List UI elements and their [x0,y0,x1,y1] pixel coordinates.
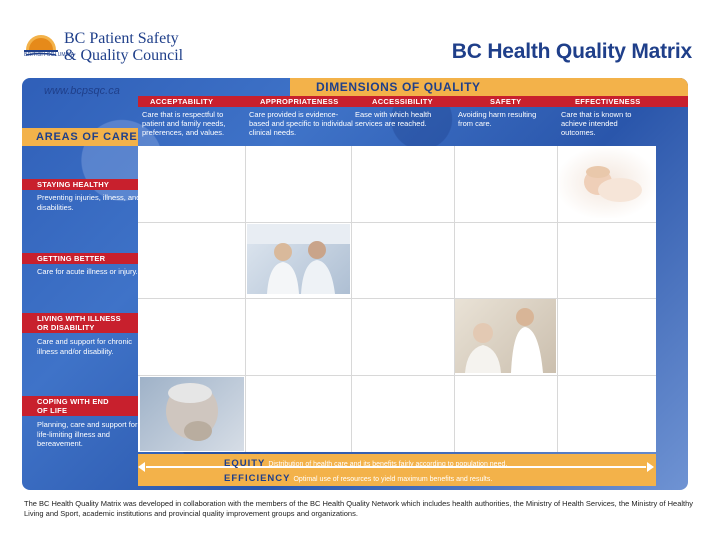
bcpsqc-logo [20,28,210,70]
photo-nurse-patient [455,299,556,373]
dimension-desc-effectiveness: Care that is known to achieve intended outcomes. [561,110,632,137]
dimension-label-effectiveness: EFFECTIVENESS [575,97,641,106]
org-name [64,30,183,64]
dimension-desc-acceptability: Care that is respectful to patient and family needs, preferences, and values. [142,110,226,137]
org-name-line2: & Quality Council [64,47,184,64]
equity-text: Distribution of health care and its benefits fairly according to population need. [268,461,508,468]
grid-divider [245,146,246,452]
dimension-desc-accessibility: Ease with which health services are reached. [355,110,432,128]
dimension-label-accessibility: ACCESSIBILITY [372,97,433,106]
photo-clinicians [247,224,350,294]
nurse-patient-icon [455,299,556,373]
areas-header-label: AREAS OF CARE [36,131,138,143]
area-title-label: STAYING HEALTHY [37,180,110,189]
area-desc-living-with-illness: Care and support for chronic illness and/or disability. [37,337,133,356]
org-name-line1: BC Patient Safety [64,30,179,47]
photo-baby [558,148,655,218]
areas-header [22,128,138,146]
grid-divider [351,146,352,452]
page-title: BC Health Quality Matrix [451,40,692,63]
equity-line [224,458,507,469]
area-desc-end-of-life: Planning, care and support for life-limiting illness and bereavement. [37,420,138,448]
area-title-getting-better [22,253,138,264]
area-title-label: COPING WITH END OF LIFE [37,397,109,415]
clinicians-icon [247,224,350,294]
dimension-label-appropriateness: APPROPRIATENESS [260,97,339,106]
area-title-living-with-illness [22,313,138,333]
baby-icon [558,148,655,218]
efficiency-text: Optimal use of resources to yield maximum benefits and results. [293,476,493,483]
dimension-label-acceptability: ACCEPTABILITY [150,97,214,106]
grid-divider [138,375,656,376]
website-link[interactable]: www.bcpsqc.ca [44,85,120,97]
footnote: The BC Health Quality Matrix was developed in collaboration with the members of the BC Health Quality Network which includes health authorities, the Ministry of Health Services, the Ministry of Healthy Living and Sport, academic institutions and provincial quality improvement groups and organizations. [24,499,694,518]
area-title-label: GETTING BETTER [37,254,106,263]
elderly-man-icon [140,377,244,451]
dimension-desc-appropriateness: Care provided is evidence-based and specific to individual clinical needs. [249,110,353,137]
dimension-label-safety: SAFETY [490,97,522,106]
sunrise-logo-icon [20,28,62,68]
equity-label: EQUITY [224,458,266,469]
dimensions-header [290,78,688,96]
area-title-staying-healthy [22,179,138,190]
grid-divider [138,222,656,223]
province-logo-text: BRITISH COLUMBIA [24,52,75,58]
grid-divider [138,298,656,299]
area-desc-getting-better: Care for acute illness or injury. [37,267,138,276]
photo-elderly-man [140,377,244,451]
area-title-end-of-life [22,396,138,416]
dimension-desc-safety: Avoiding harm resulting from care. [458,110,537,128]
area-desc-staying-healthy: Preventing injuries, illness, and disabilities. [37,193,141,212]
area-title-label: LIVING WITH ILLNESS OR DISABILITY [37,314,121,332]
dimensions-header-label: DIMENSIONS OF QUALITY [316,80,481,94]
efficiency-label: EFFICIENCY [224,473,291,484]
efficiency-line [224,473,492,484]
